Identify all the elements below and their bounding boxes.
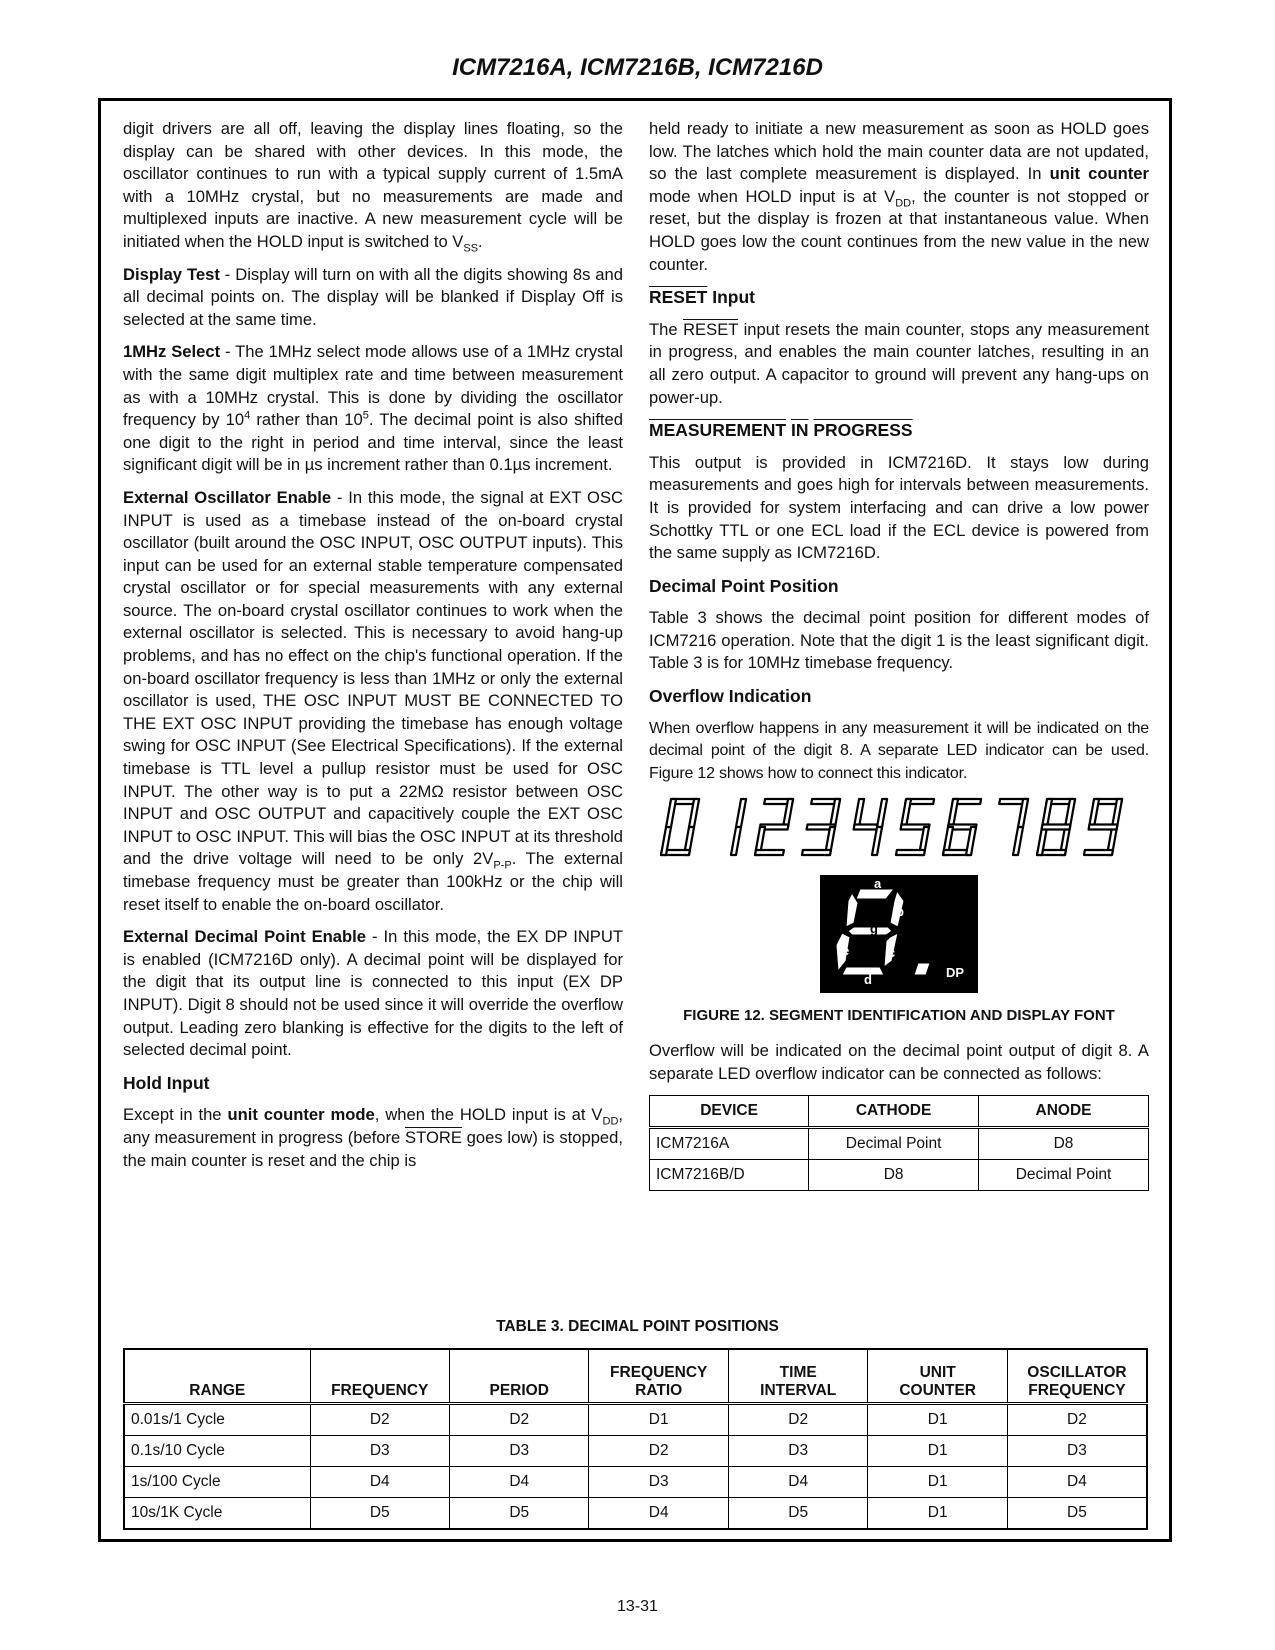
digit-5-segment-d bbox=[896, 850, 925, 855]
decimal-point-position-paragraph: Table 3 shows the decimal point position for different modes of ICM7216 operation. Note that the digit 1 is the least significant digit. Table 3 is for 10MHz timebase frequency. bbox=[649, 608, 1149, 673]
digit-4-segment-c bbox=[872, 827, 882, 855]
display-font-digit-4 bbox=[854, 799, 887, 855]
table3-header-unit-counter: UNIT COUNTER bbox=[868, 1349, 1007, 1404]
table-cell: D1 bbox=[868, 1467, 1007, 1498]
segment-d bbox=[842, 967, 884, 975]
table-cell: 0.1s/10 Cycle bbox=[124, 1436, 310, 1467]
right-column bbox=[649, 118, 1149, 1191]
table-cell: D2 bbox=[589, 1436, 728, 1467]
ext-dp-paragraph: External Decimal Point Enable - In this mode, the EX DP INPUT is enabled (ICM7216D only). A decimal point will be displayed for the digit that its output line is connected to this input (EX DP INPUT). Digit 8 should not be used since it will override the overflow output. Leading zero blanking is effective for the digits to the left of selected decimal point. bbox=[123, 927, 623, 1060]
table3-header-period: PERIOD bbox=[449, 1349, 588, 1404]
table3-header-range: RANGE bbox=[124, 1349, 310, 1404]
table-cell: D3 bbox=[1007, 1436, 1147, 1467]
page-header-title: ICM7216A, ICM7216B, ICM7216D bbox=[452, 54, 823, 81]
segment-label-e: e bbox=[842, 943, 850, 959]
display-test-label: Display Test bbox=[123, 264, 220, 284]
segment-label-dp: DP bbox=[946, 965, 965, 981]
display-font-digit-1 bbox=[731, 799, 746, 855]
segment-label-d: d bbox=[864, 972, 872, 988]
table-cell: Decimal Point bbox=[809, 1128, 979, 1160]
digit-6-segment-c bbox=[966, 827, 976, 855]
measurement-in-progress-heading: MEASUREMENT IN PROGRESS bbox=[649, 420, 913, 441]
digit-2-segment-d bbox=[755, 850, 784, 855]
table-cell: D4 bbox=[589, 1498, 728, 1530]
ext-osc-label: External Oscillator Enable bbox=[123, 487, 332, 507]
reset-input-heading: RESET Input bbox=[649, 287, 755, 308]
left-column bbox=[123, 118, 623, 1182]
digit-9-segment-d bbox=[1084, 850, 1113, 855]
decimal-point-positions-table bbox=[123, 1348, 1148, 1530]
hold-input-paragraph: Except in the unit counter mode, when the HOLD input is at $V_{DD}$, any measurement in progress (before STORE goes low) is stopped, the main counter is reset and the chip is bbox=[123, 1105, 624, 1170]
segment-label-a: a bbox=[874, 876, 882, 892]
digit-8-segment-g bbox=[1042, 825, 1071, 830]
table-cell: D3 bbox=[589, 1467, 728, 1498]
overflow-led-paragraph: Overflow will be indicated on the decimal point output of digit 8. A separate LED overflow indicator can be connected as follows: bbox=[649, 1041, 1149, 1083]
table-cell: D3 bbox=[728, 1436, 867, 1467]
table-row bbox=[124, 1467, 1147, 1498]
overflow-table-header: DEVICE bbox=[650, 1096, 809, 1128]
reset-input-paragraph: The RESET input resets the main counter, stops any measurement in progress, and enables the main counter latches, resulting in an all zero output. A capacitor to ground will prevent any hang-ups on power-up. bbox=[649, 319, 1149, 407]
table-cell: D8 bbox=[979, 1128, 1149, 1160]
mhz-select-paragraph: 1MHz Select - The 1MHz select mode allows use of a 1MHz crystal with the same digit multiplex rate and time between measurement as with a 10MHz crystal. This is done by dividing the oscillator frequency by $10^4$ rather than $10^5$. The decimal point is also shifted one digit to the right in period and time interval, since the least significant digit will be in µs increment rather than 0.1µs increment. bbox=[123, 342, 624, 475]
table-cell: ICM7216B/D bbox=[650, 1160, 809, 1191]
table-cell: D2 bbox=[310, 1404, 449, 1436]
mhz-select-label: 1MHz Select bbox=[123, 342, 221, 362]
table-cell: D3 bbox=[449, 1436, 588, 1467]
digit-4-segment-f bbox=[854, 799, 864, 827]
table3-header-oscillator-frequency: OSCILLATOR FREQUENCY bbox=[1007, 1349, 1147, 1404]
digit-0-segment-f bbox=[666, 799, 676, 827]
table-cell: 1s/100 Cycle bbox=[124, 1467, 310, 1498]
display-font-digit-0 bbox=[661, 799, 699, 855]
table-cell: D8 bbox=[809, 1160, 979, 1191]
table-cell: D4 bbox=[1007, 1467, 1147, 1498]
table-cell: ICM7216A bbox=[650, 1128, 809, 1160]
digit-9-segment-g bbox=[1089, 825, 1118, 830]
decimal-point-position-heading: Decimal Point Position bbox=[649, 575, 839, 596]
table-cell: D1 bbox=[868, 1404, 1007, 1436]
table-cell: D5 bbox=[310, 1498, 449, 1530]
digit-1-segment-b bbox=[736, 799, 746, 827]
display-font-digit-6 bbox=[943, 799, 981, 855]
table-cell: D5 bbox=[1007, 1498, 1147, 1530]
digit-9-segment-f bbox=[1089, 799, 1099, 827]
table-cell: D1 bbox=[868, 1436, 1007, 1467]
display-font-digit-7 bbox=[999, 799, 1028, 855]
table-row bbox=[124, 1404, 1147, 1436]
table-cell: D3 bbox=[310, 1436, 449, 1467]
table3-header-frequency: FREQUENCY bbox=[310, 1349, 449, 1404]
table-cell: D5 bbox=[449, 1498, 588, 1530]
overflow-led-table bbox=[649, 1095, 1149, 1191]
figure-12-caption: FIGURE 12. SEGMENT IDENTIFICATION AND DISPLAY FONT bbox=[683, 1007, 1115, 1025]
digit-6-segment-f bbox=[948, 799, 958, 827]
overflow-indication-heading: Overflow Indication bbox=[649, 686, 812, 707]
segment-label-c: c bbox=[888, 945, 896, 961]
table3-header-frequency-ratio: FREQUENCY RATIO bbox=[589, 1349, 728, 1404]
segment-identification-diagram bbox=[820, 875, 978, 993]
segment-label-g: g bbox=[870, 921, 878, 937]
segment-label-f: f bbox=[850, 901, 855, 917]
overflow-indication-paragraph: When overflow happens in any measurement it will be indicated on the decimal point of the digit 8. A separate LED indicator can be used. Figure 12 shows how to connect this indicator. bbox=[649, 719, 1149, 782]
table-cell: D1 bbox=[868, 1498, 1007, 1530]
display-test-paragraph: Display Test - Display will turn on with all the digits showing 8s and all decimal points on. The display will be blanked if Display Off is selected at the same time. bbox=[123, 264, 623, 329]
digit-3-segment-d bbox=[802, 850, 831, 855]
table-cell: D2 bbox=[1007, 1404, 1147, 1436]
table-cell: D2 bbox=[728, 1404, 867, 1436]
digit-5-segment-f bbox=[901, 799, 911, 827]
table-row bbox=[650, 1160, 1149, 1191]
digit-8-segment-f bbox=[1042, 799, 1052, 827]
display-font-digit-8 bbox=[1037, 799, 1075, 855]
seven-segment-font-digits bbox=[657, 795, 1127, 865]
hold-input-heading: Hold Input bbox=[123, 1072, 210, 1093]
display-font-digit-3 bbox=[802, 799, 840, 855]
ext-dp-label: External Decimal Point Enable bbox=[123, 927, 366, 947]
table-3-title: TABLE 3. DECIMAL POINT POSITIONS bbox=[496, 1318, 779, 1335]
left-paragraph-display-off: digit drivers are all off, leaving the display lines floating, so the display can be shared with other devices. In this mode, the oscillator continues to run with a typical supply current of 1.5mA with a 10MHz crystal, but no measurements are made and multiplexed inputs are inactive. A new measurement cycle will be initiated when the HOLD input is switched to $V_{SS}$. bbox=[123, 119, 623, 255]
table-row bbox=[650, 1128, 1149, 1160]
digit-4-segment-b bbox=[877, 799, 887, 827]
table-cell: D4 bbox=[310, 1467, 449, 1498]
table-cell: D2 bbox=[449, 1404, 588, 1436]
table-cell: D4 bbox=[728, 1467, 867, 1498]
table-cell: 0.01s/1 Cycle bbox=[124, 1404, 310, 1436]
digit-1-segment-c bbox=[731, 827, 741, 855]
page-number: 13-31 bbox=[617, 1598, 658, 1615]
display-font-digit-9 bbox=[1084, 799, 1122, 855]
display-font-digit-5 bbox=[896, 799, 934, 855]
table-cell: Decimal Point bbox=[979, 1160, 1149, 1191]
table-row bbox=[124, 1498, 1147, 1530]
overflow-table-header: CATHODE bbox=[809, 1096, 979, 1128]
hold-continued-paragraph: held ready to initiate a new measurement as soon as HOLD goes low. The latches which hold the main counter data are not updated, so the last complete measurement is displayed. In unit counter mode when HOLD input is at $V_{DD}$, the counter is not stopped or reset, but the display is frozen at that instantaneous value. When HOLD goes low the count continues from the new value in the new counter. bbox=[649, 119, 1149, 274]
ext-osc-paragraph: External Oscillator Enable - In this mode, the signal at EXT OSC INPUT is used as a timebase instead of the on-board crystal oscillator (built around the OSC INPUT, OSC OUTPUT inputs). This input can be used for an external stable temperature compensated crystal oscillator or for special measurements with any external source. The on-board crystal oscillator continues to work when the external oscillator is selected. This is necessary to avoid hang-up problems, and has no effect on the chip's functional operation. If the on-board oscillator frequency is less than 1MHz or only the external oscillator is used, THE OSC INPUT MUST BE CONNECTED TO THE EXT OSC INPUT providing the timebase has enough voltage swing for OSC INPUT (See Electrical Specifications). If the external timebase is TTL level a pullup resistor must be used for OSC INPUT. The other way is to put a 22MΩ resistor between OSC INPUT and OSC OUTPUT and capacitively couple the EXT OSC INPUT to OSC INPUT. This will bias the OSC INPUT at its threshold and the drive voltage will need to be only $2V_{P-P}$. The external timebase frequency must be greater than 100kHz or the chip will reset itself to enable the on-board oscillator. bbox=[123, 487, 624, 914]
table-cell: D1 bbox=[589, 1404, 728, 1436]
table-cell: 10s/1K Cycle bbox=[124, 1498, 310, 1530]
measurement-in-progress-paragraph: This output is provided in ICM7216D. It stays low during measurements and goes high for intervals between measurements. It is provided for system interfacing and can drive a low power Schottky TTL or one ECL load if the ECL device is powered from the same supply as ICM7216D. bbox=[649, 452, 1149, 563]
table3-header-time-interval: TIME INTERVAL bbox=[728, 1349, 867, 1404]
display-font-digit-2 bbox=[755, 799, 793, 855]
overflow-table-header: ANODE bbox=[979, 1096, 1149, 1128]
segment-label-b: b bbox=[896, 904, 904, 920]
table-cell: D4 bbox=[449, 1467, 588, 1498]
table-row bbox=[124, 1436, 1147, 1467]
digit-7-segment-c bbox=[1013, 827, 1023, 855]
table-cell: D5 bbox=[728, 1498, 867, 1530]
